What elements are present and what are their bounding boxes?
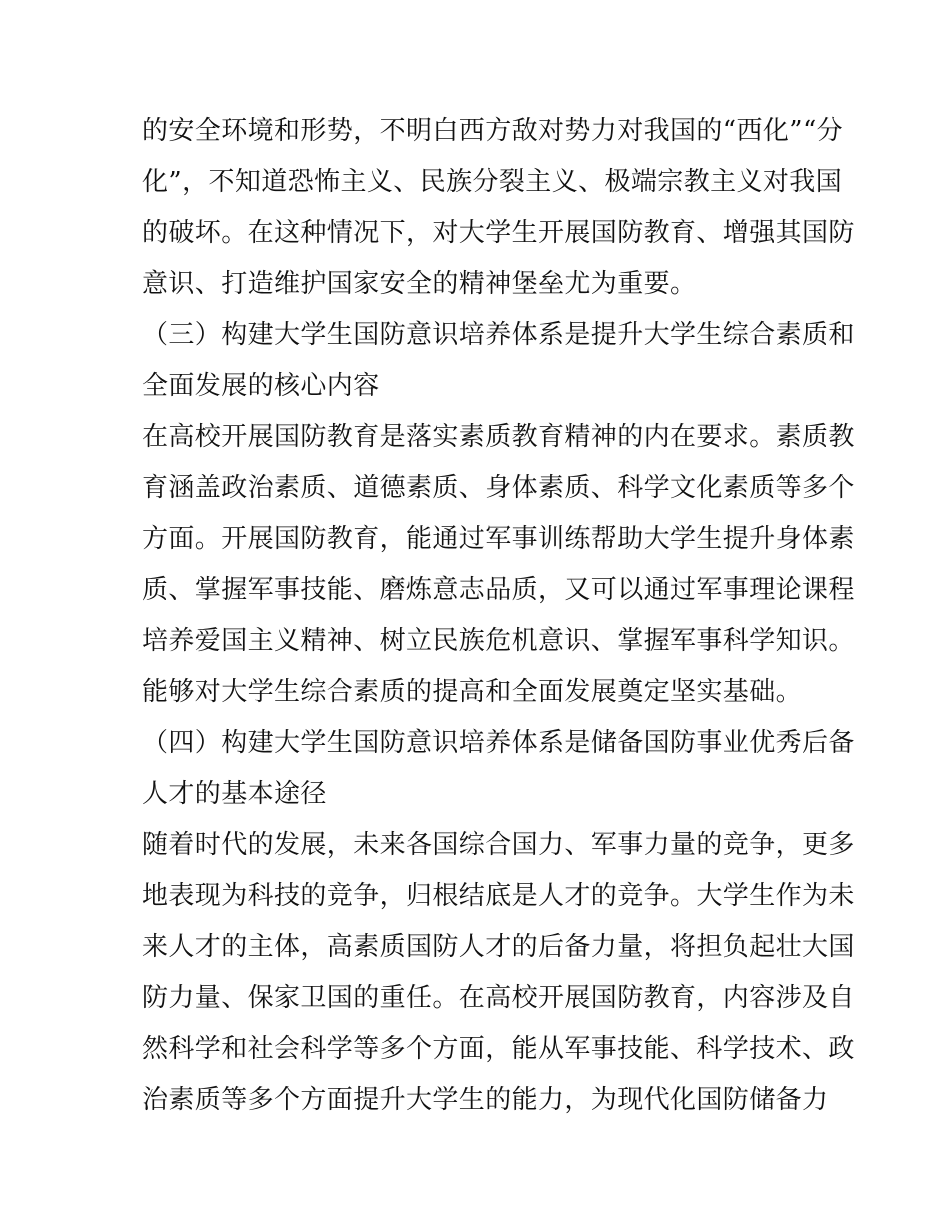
document-body — [142, 106, 855, 1126]
section-heading-line: （四）构建大学生国防意识培养体系是储备国防事业优秀后备 — [142, 728, 855, 758]
section-heading-line: （三）构建大学生国防意识培养体系是提升大学生综合素质和 — [142, 320, 855, 350]
paragraph-line: 然科学和社会科学等多个方面，能从军事技能、科学技术、政 — [142, 1034, 855, 1064]
paragraph-line: 防力量、保家卫国的重任。在高校开展国防教育，内容涉及自 — [142, 983, 855, 1013]
paragraph-line: 培养爱国主义精神、树立民族危机意识、掌握军事科学知识。 — [142, 626, 855, 656]
section-heading-line: 人才的基本途径 — [142, 779, 327, 809]
paragraph-line: 随着时代的发展，未来各国综合国力、军事力量的竞争，更多 — [142, 830, 855, 860]
paragraph-line: 方面。开展国防教育，能通过军事训练帮助大学生提升身体素 — [142, 524, 855, 554]
paragraph-line: 的破坏。在这种情况下，对大学生开展国防教育、增强其国防 — [142, 218, 855, 248]
paragraph-line: 在高校开展国防教育是落实素质教育精神的内在要求。素质教 — [142, 422, 855, 452]
section-heading-line: 全面发展的核心内容 — [142, 371, 380, 401]
paragraph-line: 质、掌握军事技能、磨炼意志品质，又可以通过军事理论课程 — [142, 575, 855, 605]
paragraph-line: 化”，不知道恐怖主义、民族分裂主义、极端宗教主义对我国 — [142, 167, 843, 197]
paragraph-line: 治素质等多个方面提升大学生的能力，为现代化国防储备力 — [142, 1085, 829, 1115]
paragraph-line: 的安全环境和形势，不明白西方敌对势力对我国的“西化”“分 — [142, 116, 844, 146]
paragraph-line: 来人才的主体，高素质国防人才的后备力量，将担负起壮大国 — [142, 932, 855, 962]
paragraph-line: 意识、打造维护国家安全的精神堡垒尤为重要。 — [142, 269, 697, 299]
paragraph-line: 育涵盖政治素质、道德素质、身体素质、科学文化素质等多个 — [142, 473, 855, 503]
paragraph-line: 能够对大学生综合素质的提高和全面发展奠定坚实基础。 — [142, 677, 803, 707]
paragraph-line: 地表现为科技的竞争，归根结底是人才的竞争。大学生作为未 — [142, 881, 855, 911]
